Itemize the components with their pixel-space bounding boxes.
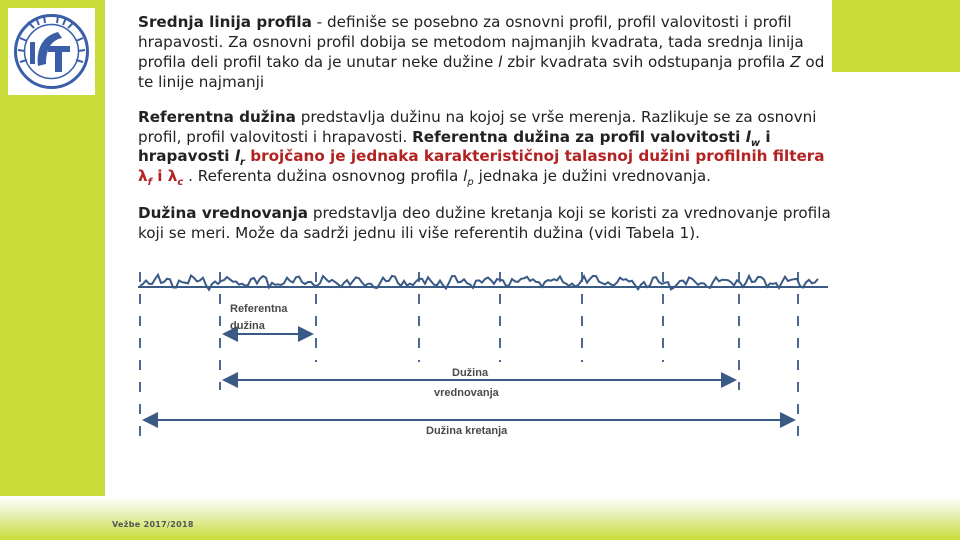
- ref-bold-1: Referentna dužina za profil valovitosti: [412, 127, 746, 146]
- profile-lengths-figure: [136, 262, 830, 442]
- ref-text-1: predstavlja dužinu na kojoj se vrše merenja. Razlikuje se za osnovni profil, profil valovitosti i hrapavosti.: [138, 108, 817, 146]
- profile-lengths-diagram: [136, 262, 830, 442]
- evaluation-length-label-2: vrednovanja: [434, 387, 499, 399]
- bottom-accent-band: [0, 496, 960, 540]
- evaluation-length-paragraph: [138, 204, 838, 243]
- sym-lp: $l_p$: [463, 166, 474, 188]
- mean-line-text-3: od te linije najmanji: [138, 53, 825, 91]
- mean-line-text-2: zbir kvadrata svih odstupanja profila: [502, 53, 791, 71]
- faculty-seal-icon: [8, 8, 95, 95]
- ref-red-text: brojčano je jednaka karakterističnoj talasnoj dužini profilnih filtera: [244, 147, 825, 165]
- mean-line-paragraph: [138, 12, 838, 92]
- mean-line-heading: Srednja linija profila: [138, 13, 312, 31]
- reference-length-paragraph: [138, 108, 838, 186]
- evaluation-length-label-1: Dužina: [452, 367, 489, 379]
- mean-line-separator: -: [311, 13, 327, 31]
- faculty-logo: [8, 8, 95, 95]
- ref-red-and: i: [151, 166, 168, 185]
- evaluation-length-text: predstavlja deo dužine kretanja koji se koristi za vrednovanje profila koji se meri. Može da sadrži jednu ili više referentih dužina (vidi Tabela 1).: [138, 204, 831, 242]
- sym-lambda-f: $\lambda_f$: [138, 166, 152, 188]
- traversing-length-label: Dužina kretanja: [426, 425, 508, 437]
- ref-text-3: jednaka je dužini vrednovanja.: [473, 166, 711, 185]
- dashed-dividers: [140, 272, 798, 438]
- sym-lr: $l_r$: [234, 147, 245, 169]
- top-right-accent-band: [832, 0, 960, 72]
- footer-label: Vežbe 2017/2018: [112, 520, 194, 529]
- ref-text-2: . Referenta dužina osnovnog profila: [183, 166, 464, 185]
- reference-length-heading: Referentna dužina: [138, 108, 296, 126]
- sym-lambda-c: $\lambda_c$: [167, 166, 184, 188]
- mean-line-text: definiše se posebno za osnovni profil, profil valovitosti i profil hrapavosti. Za osnovni profil dobija se metodom najmanjih kvadrata, tada srednja linija profila deli profil tako da je unutar neke dužine: [138, 13, 804, 71]
- var-z: Z: [790, 53, 801, 71]
- reference-length-label-1: Referentna: [230, 303, 288, 315]
- ref-bold-2: i hrapavosti: [138, 127, 771, 165]
- evaluation-length-heading: Dužina vrednovanja: [138, 204, 309, 222]
- sym-lw: $l_w$: [745, 127, 761, 149]
- var-l: l: [498, 53, 503, 71]
- reference-length-label-2: dužina: [230, 320, 265, 332]
